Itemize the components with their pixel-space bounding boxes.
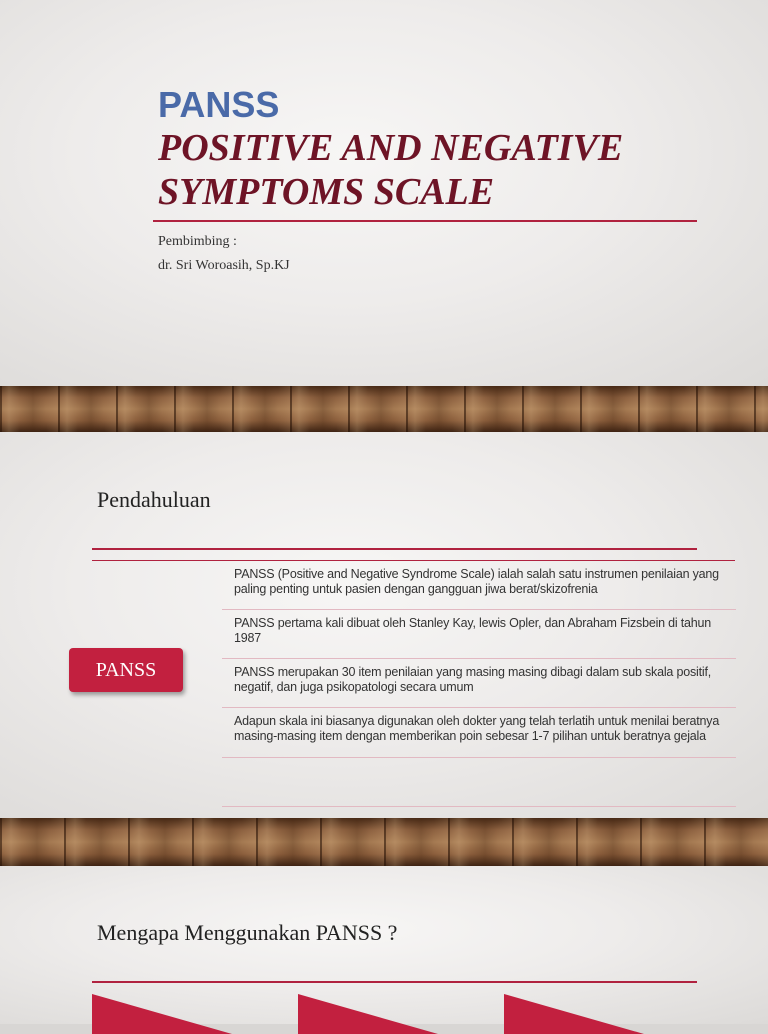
- list-item-2: PANSS pertama kali dibuat oleh Stanley Kay, lewis Opler, dan Abraham Fizsbein di tahun 1987: [234, 616, 712, 645]
- card-header-shape: [504, 994, 644, 1034]
- supervisor-name: dr. Sri Woroasih, Sp.KJ: [158, 258, 290, 273]
- list-item-3: PANSS merupakan 30 item penilaian yang masing masing dibagi dalam sub skala positif, negatif, dan juga psikopatologi secara umum: [234, 665, 711, 694]
- heading-divider: [92, 548, 697, 550]
- section-heading: Mengapa Menggunakan PANSS ?: [97, 920, 398, 945]
- acronym-title: PANSS: [158, 84, 280, 125]
- panss-badge: PANSS: [69, 648, 183, 692]
- supervisor-label: Pembimbing :: [158, 234, 237, 249]
- wood-floor-divider: [0, 818, 768, 866]
- title-line-2: SYMPTOMS SCALE: [158, 171, 495, 213]
- list-item-1: PANSS (Positive and Negative Syndrome Scale) ialah salah satu instrumen penilaian yang paling penting untuk pasien dengan gangguan jiwa berat/skizofrenia: [234, 567, 719, 596]
- list-top-border: [92, 560, 735, 561]
- list-separator: [222, 707, 736, 708]
- list-separator: [222, 757, 736, 758]
- card-header-shape: [92, 994, 232, 1034]
- list-bottom-border: [222, 806, 736, 807]
- list-separator: [222, 609, 736, 610]
- heading-divider: [92, 981, 697, 983]
- list-separator: [222, 658, 736, 659]
- slide-1: [0, 0, 768, 386]
- list-item-4: Adapun skala ini biasanya digunakan oleh dokter yang telah terlatih untuk menilai beratnya masing-masing item dengan memberikan poin sebesar 1-7 pilihan untuk beratnya gejala: [234, 714, 720, 743]
- section-heading: Pendahuluan: [97, 487, 211, 512]
- card-header-shape: [298, 994, 438, 1034]
- title-divider: [153, 220, 697, 222]
- wood-floor-divider: [0, 386, 768, 432]
- title-line-1: POSITIVE AND NEGATIVE: [158, 127, 624, 169]
